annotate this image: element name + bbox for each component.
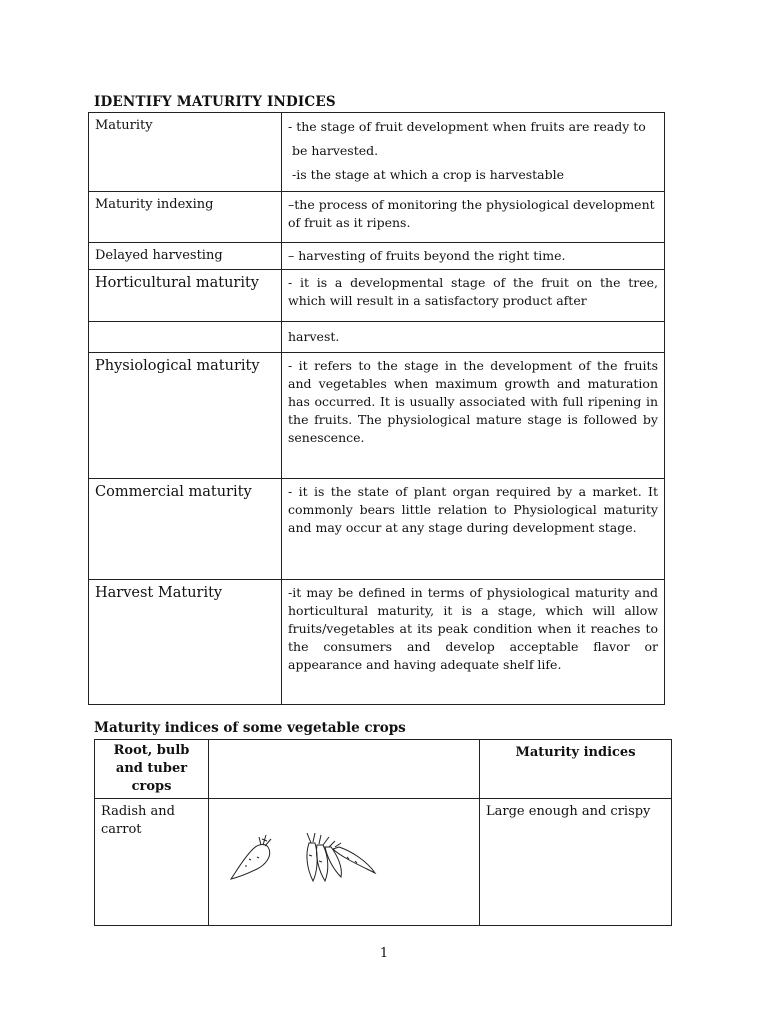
- definition-text: – harvesting of fruits beyond the right time.: [288, 248, 566, 263]
- definition-line: be harvested.: [288, 143, 379, 158]
- header-crop: Root, bulb and tuber crops: [95, 740, 209, 799]
- definition-cell: [282, 192, 665, 243]
- maturity-definitions-table: [88, 112, 665, 705]
- definition-cell: [282, 580, 665, 705]
- carrot-icon: [307, 833, 375, 881]
- definition-line: - the stage of fruit development when fruits are ready to: [288, 119, 646, 134]
- term-cell: [89, 322, 282, 353]
- definition-cell: [282, 479, 665, 580]
- definition-cell: [282, 113, 665, 192]
- table-row: [89, 479, 665, 580]
- definition-cell: [282, 322, 665, 353]
- term-cell: Maturity: [89, 113, 282, 192]
- table-row: [89, 192, 665, 243]
- header-indices: Maturity indices: [480, 740, 672, 799]
- definition-cell: [282, 353, 665, 479]
- header-image: [209, 740, 480, 799]
- definition-cell: [282, 270, 665, 322]
- table-row: [89, 580, 665, 705]
- definition-text: - it is a developmental stage of the fruit on the tree, which will result in a satisfactory product after: [288, 275, 658, 308]
- vegetable-maturity-table: [94, 739, 672, 926]
- definition-cell: [282, 243, 665, 270]
- table-row: [89, 353, 665, 479]
- image-cell: [209, 799, 480, 926]
- section-title-vegetable-crops: Maturity indices of some vegetable crops: [94, 720, 406, 736]
- table-row: [89, 243, 665, 270]
- radish-icon: [231, 835, 271, 879]
- crop-cell: Radish and carrot: [95, 799, 209, 926]
- page-number: 1: [379, 946, 389, 961]
- table-row: [89, 322, 665, 353]
- definition-text: harvest.: [288, 329, 340, 344]
- term-cell: Delayed harvesting: [89, 243, 282, 270]
- term-cell: Physiological maturity: [89, 353, 282, 479]
- definition-line: -is the stage at which a crop is harvestable: [288, 167, 565, 182]
- indices-cell: Large enough and crispy: [480, 799, 672, 926]
- definition-text: –the process of monitoring the physiological development of fruit as it ripens.: [288, 197, 655, 230]
- table-row: [89, 270, 665, 322]
- term-cell: Commercial maturity: [89, 479, 282, 580]
- definition-text: - it is the state of plant organ required by a market. It commonly bears little relation to Physiological maturity and may occur at any stage during development stage.: [288, 484, 658, 535]
- term-cell: Horticultural maturity: [89, 270, 282, 322]
- definition-text: - it refers to the stage in the development of the fruits and vegetables when maximum growth and maturation has occurred. It is usually associated with full ripening in the fruits. The physiological mature stage is followed by senescence.: [288, 358, 658, 445]
- table-row: [95, 799, 672, 926]
- section-title-maturity-indices: IDENTIFY MATURITY INDICES: [94, 94, 336, 110]
- term-cell: Harvest Maturity: [89, 580, 282, 705]
- table-row: [89, 113, 665, 192]
- header-row: [95, 740, 672, 799]
- radish-carrot-illustration: [209, 799, 480, 919]
- definition-text: -it may be defined in terms of physiological maturity and horticultural maturity, it is a stage, which will allow fruits/vegetables at its peak condition when it reaches to the consumers and develop acceptable flavor or appearance and having adequate shelf life.: [288, 585, 658, 672]
- term-cell: Maturity indexing: [89, 192, 282, 243]
